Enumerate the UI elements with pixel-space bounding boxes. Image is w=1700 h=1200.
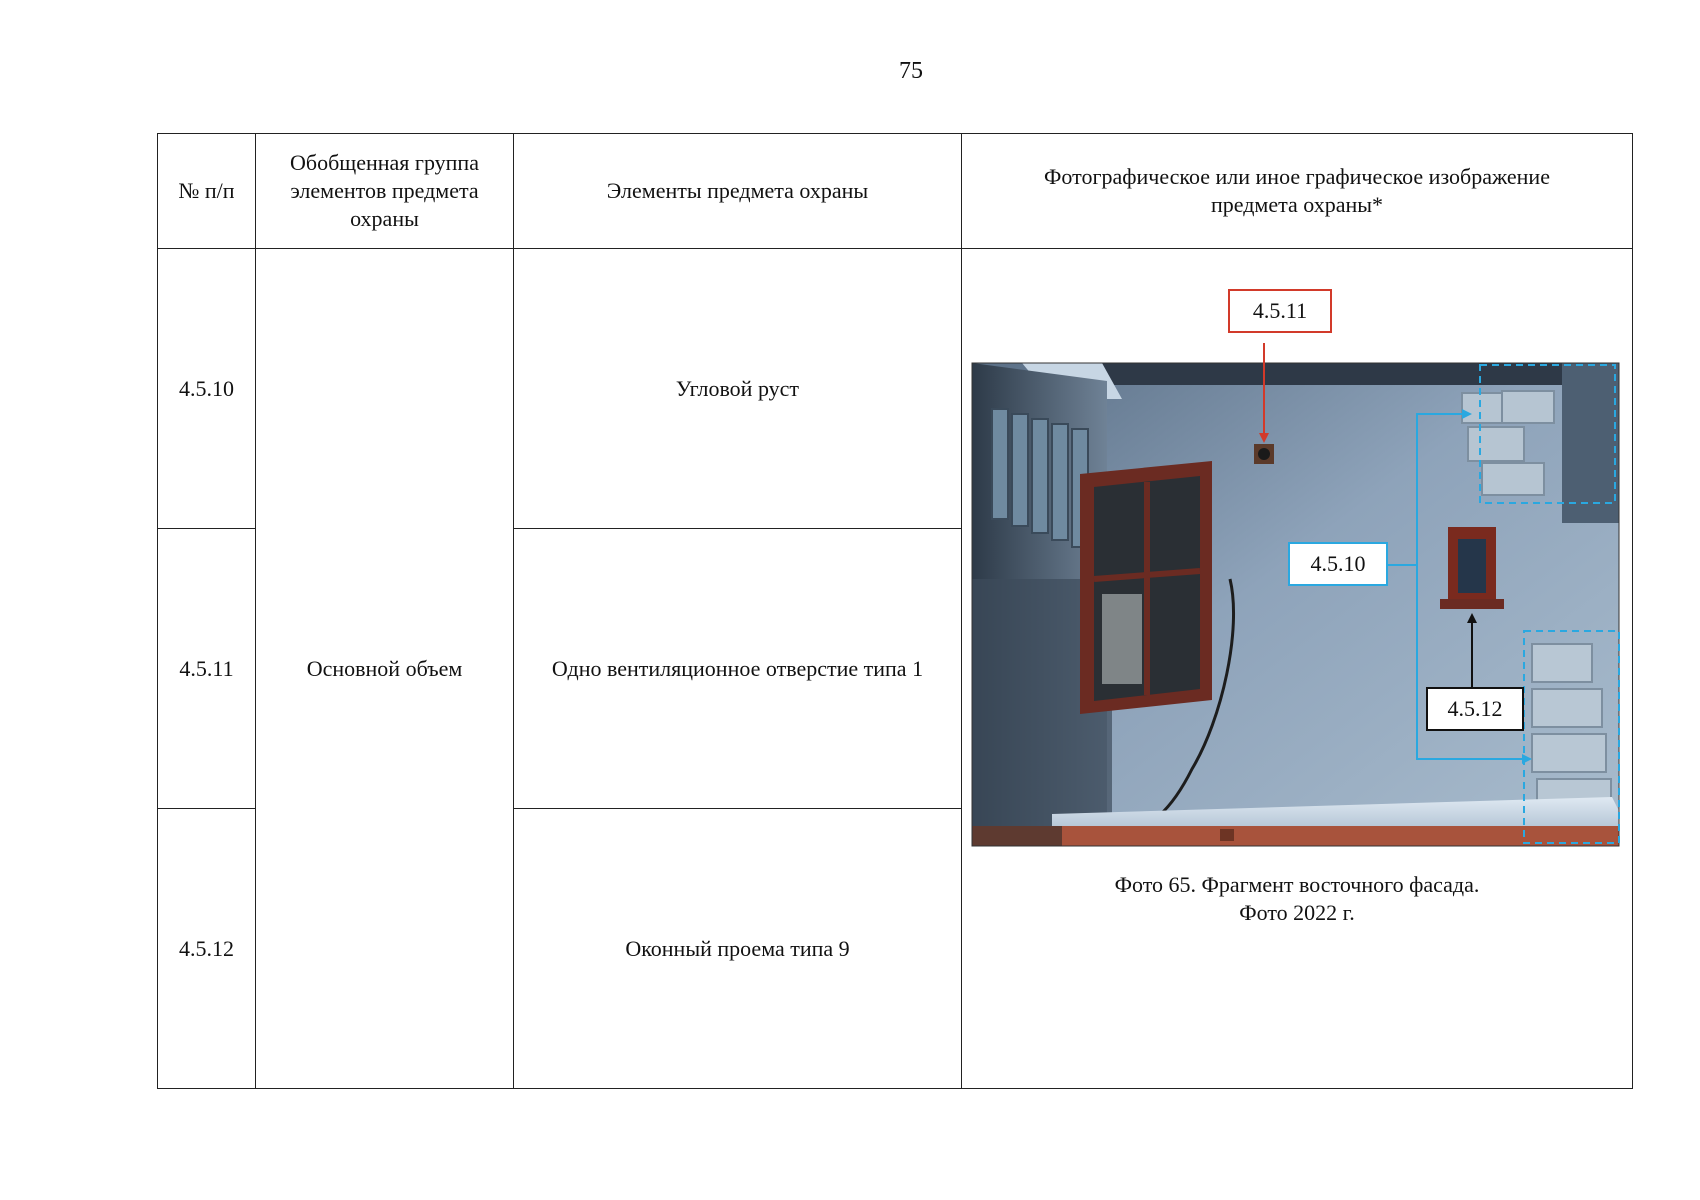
callout-window: 4.5.12 [1426, 687, 1524, 731]
table-header-row [158, 134, 1633, 249]
facade-photo [962, 249, 1633, 1089]
row-number: 4.5.12 [158, 809, 256, 1089]
row-element: Одно вентиляционное отверстие типа 1 [514, 529, 962, 809]
photo-caption [962, 871, 1632, 927]
caption-line-2: Фото 2022 г. [1239, 900, 1355, 925]
row-element: Оконный проема типа 9 [514, 809, 962, 1089]
photo-cell [962, 249, 1633, 1089]
header-image: Фотографическое или иное графическое изображение предмета охраны* [962, 134, 1633, 249]
row-element: Угловой руст [514, 249, 962, 529]
callout-vent: 4.5.11 [1228, 289, 1332, 333]
table-row [158, 249, 1633, 529]
row-number: 4.5.10 [158, 249, 256, 529]
photo-image [972, 363, 1619, 846]
large-window [1080, 461, 1212, 714]
header-group: Обобщенная группа элементов предмета охраны [256, 134, 514, 249]
page-number: 75 [899, 58, 923, 84]
group-cell: Основной объем [256, 249, 514, 1089]
callout-rust: 4.5.10 [1288, 542, 1388, 586]
row-number: 4.5.11 [158, 529, 256, 809]
vent-opening [1254, 444, 1274, 464]
small-window [1440, 527, 1504, 609]
caption-line-1: Фото 65. Фрагмент восточного фасада. [1114, 872, 1480, 897]
header-elements: Элементы предмета охраны [514, 134, 962, 249]
header-number: № п/п [158, 134, 256, 249]
protection-table [157, 133, 1633, 1089]
